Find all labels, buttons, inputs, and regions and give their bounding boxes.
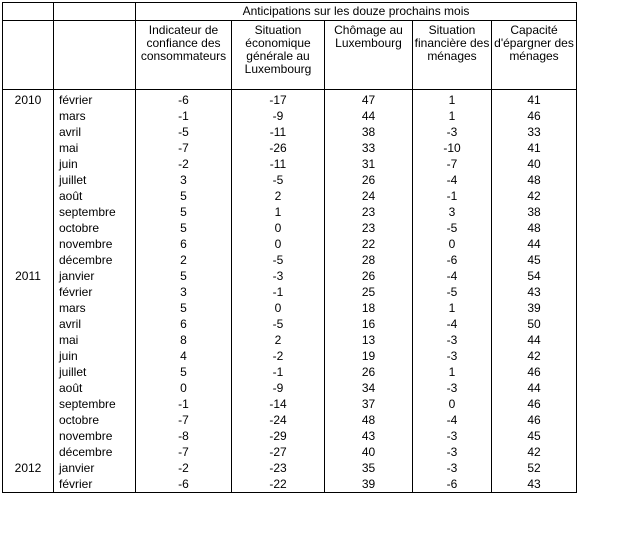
value-cell: 34	[325, 380, 413, 396]
value-cell: -4	[413, 316, 492, 332]
value-cell: 38	[492, 204, 577, 220]
value-cell: 23	[325, 204, 413, 220]
value-cell: 33	[492, 124, 577, 140]
value-cell: -26	[232, 140, 325, 156]
table-row	[3, 220, 577, 236]
value-cell: 42	[492, 348, 577, 364]
value-cell: -7	[136, 412, 232, 428]
value-cell: 6	[136, 316, 232, 332]
table-row	[3, 284, 577, 300]
value-cell: 26	[325, 364, 413, 380]
value-cell: 5	[136, 300, 232, 316]
month-cell: septembre	[54, 396, 136, 412]
value-cell: 3	[413, 204, 492, 220]
year-cell: 2010	[3, 90, 54, 109]
year-cell	[3, 188, 54, 204]
year-cell	[3, 396, 54, 412]
column-header-unemployment: Chômage au Luxembourg	[325, 21, 413, 90]
value-cell: -7	[136, 140, 232, 156]
month-cell: octobre	[54, 220, 136, 236]
value-cell: 16	[325, 316, 413, 332]
table-row	[3, 412, 577, 428]
value-cell: 54	[492, 268, 577, 284]
value-cell: -3	[413, 332, 492, 348]
value-cell: 40	[325, 444, 413, 460]
value-cell: 0	[136, 380, 232, 396]
value-cell: 41	[492, 90, 577, 109]
table-row	[3, 460, 577, 476]
value-cell: -7	[413, 156, 492, 172]
value-cell: -11	[232, 124, 325, 140]
value-cell: -3	[413, 444, 492, 460]
value-cell: 19	[325, 348, 413, 364]
year-cell	[3, 236, 54, 252]
value-cell: -2	[136, 156, 232, 172]
year-cell	[3, 332, 54, 348]
column-header-economic-situation: Situation économique générale au Luxembourg	[232, 21, 325, 90]
month-cell: juillet	[54, 364, 136, 380]
value-cell: 5	[136, 188, 232, 204]
month-cell: janvier	[54, 460, 136, 476]
value-cell: 1	[413, 90, 492, 109]
header-cell-month-blank	[54, 21, 136, 90]
value-cell: -14	[232, 396, 325, 412]
value-cell: 2	[232, 332, 325, 348]
value-cell: 3	[136, 172, 232, 188]
value-cell: -1	[136, 108, 232, 124]
month-cell: novembre	[54, 428, 136, 444]
value-cell: -6	[413, 252, 492, 268]
value-cell: 1	[413, 300, 492, 316]
value-cell: -3	[413, 348, 492, 364]
value-cell: -6	[136, 476, 232, 493]
value-cell: -23	[232, 460, 325, 476]
year-cell	[3, 412, 54, 428]
month-cell: juin	[54, 348, 136, 364]
table-row	[3, 316, 577, 332]
year-cell: 2012	[3, 460, 54, 476]
header-row-group	[3, 3, 577, 21]
year-cell	[3, 172, 54, 188]
value-cell: 52	[492, 460, 577, 476]
value-cell: 0	[413, 396, 492, 412]
consumer-survey-table	[2, 2, 577, 493]
value-cell: 2	[136, 252, 232, 268]
year-cell	[3, 140, 54, 156]
value-cell: 0	[232, 300, 325, 316]
value-cell: 3	[136, 284, 232, 300]
table-row	[3, 172, 577, 188]
corner-cell-month	[54, 3, 136, 21]
year-cell	[3, 428, 54, 444]
value-cell: 40	[492, 156, 577, 172]
value-cell: -6	[413, 476, 492, 493]
value-cell: -7	[136, 444, 232, 460]
header-cell-year-blank	[3, 21, 54, 90]
value-cell: 0	[413, 236, 492, 252]
month-cell: février	[54, 476, 136, 493]
value-cell: 50	[492, 316, 577, 332]
month-cell: mai	[54, 332, 136, 348]
month-cell: septembre	[54, 204, 136, 220]
value-cell: -9	[232, 380, 325, 396]
table-row	[3, 90, 577, 109]
value-cell: 28	[325, 252, 413, 268]
value-cell: 5	[136, 364, 232, 380]
value-cell: -5	[413, 220, 492, 236]
month-cell: décembre	[54, 252, 136, 268]
table-row	[3, 236, 577, 252]
value-cell: 18	[325, 300, 413, 316]
value-cell: 8	[136, 332, 232, 348]
value-cell: -3	[413, 380, 492, 396]
value-cell: 26	[325, 268, 413, 284]
year-cell	[3, 252, 54, 268]
year-cell	[3, 300, 54, 316]
month-cell: décembre	[54, 444, 136, 460]
value-cell: 23	[325, 220, 413, 236]
value-cell: 26	[325, 172, 413, 188]
value-cell: 22	[325, 236, 413, 252]
value-cell: 43	[492, 476, 577, 493]
value-cell: -5	[136, 124, 232, 140]
month-cell: février	[54, 284, 136, 300]
table-row	[3, 124, 577, 140]
month-cell: avril	[54, 316, 136, 332]
value-cell: -4	[413, 412, 492, 428]
value-cell: -5	[232, 172, 325, 188]
year-cell	[3, 348, 54, 364]
table-row	[3, 204, 577, 220]
value-cell: -8	[136, 428, 232, 444]
value-cell: 0	[232, 220, 325, 236]
value-cell: -24	[232, 412, 325, 428]
value-cell: -9	[232, 108, 325, 124]
value-cell: -17	[232, 90, 325, 109]
year-cell	[3, 380, 54, 396]
value-cell: 5	[136, 268, 232, 284]
value-cell: -22	[232, 476, 325, 493]
value-cell: 5	[136, 220, 232, 236]
table-row	[3, 364, 577, 380]
value-cell: 35	[325, 460, 413, 476]
value-cell: 39	[492, 300, 577, 316]
value-cell: 48	[492, 220, 577, 236]
table-row	[3, 156, 577, 172]
month-cell: octobre	[54, 412, 136, 428]
year-cell	[3, 284, 54, 300]
value-cell: 46	[492, 108, 577, 124]
year-cell	[3, 316, 54, 332]
value-cell: -2	[232, 348, 325, 364]
value-cell: 25	[325, 284, 413, 300]
value-cell: 42	[492, 444, 577, 460]
year-cell	[3, 220, 54, 236]
month-cell: février	[54, 90, 136, 109]
value-cell: -4	[413, 172, 492, 188]
table-row	[3, 396, 577, 412]
year-cell	[3, 444, 54, 460]
value-cell: 39	[325, 476, 413, 493]
value-cell: 13	[325, 332, 413, 348]
value-cell: -1	[232, 364, 325, 380]
value-cell: 42	[492, 188, 577, 204]
value-cell: -5	[413, 284, 492, 300]
month-cell: juillet	[54, 172, 136, 188]
value-cell: -27	[232, 444, 325, 460]
month-cell: mai	[54, 140, 136, 156]
value-cell: 1	[413, 108, 492, 124]
year-cell	[3, 108, 54, 124]
table-row	[3, 380, 577, 396]
table-row	[3, 428, 577, 444]
value-cell: -29	[232, 428, 325, 444]
value-cell: -6	[136, 90, 232, 109]
value-cell: 41	[492, 140, 577, 156]
value-cell: -4	[413, 268, 492, 284]
value-cell: 4	[136, 348, 232, 364]
value-cell: 46	[492, 396, 577, 412]
value-cell: -2	[136, 460, 232, 476]
month-cell: août	[54, 380, 136, 396]
year-cell	[3, 364, 54, 380]
value-cell: -1	[136, 396, 232, 412]
value-cell: 24	[325, 188, 413, 204]
table-row	[3, 332, 577, 348]
value-cell: 44	[492, 380, 577, 396]
month-cell: avril	[54, 124, 136, 140]
year-cell	[3, 124, 54, 140]
value-cell: 46	[492, 412, 577, 428]
value-cell: 47	[325, 90, 413, 109]
corner-cell-year	[3, 3, 54, 21]
month-cell: novembre	[54, 236, 136, 252]
value-cell: 6	[136, 236, 232, 252]
value-cell: 46	[492, 364, 577, 380]
value-cell: 48	[492, 172, 577, 188]
value-cell: -11	[232, 156, 325, 172]
header-row-columns	[3, 21, 577, 90]
year-cell	[3, 156, 54, 172]
month-cell: août	[54, 188, 136, 204]
table-row	[3, 476, 577, 493]
value-cell: 31	[325, 156, 413, 172]
year-cell: 2011	[3, 268, 54, 284]
year-cell	[3, 476, 54, 493]
value-cell: 0	[232, 236, 325, 252]
column-header-confidence-indicator: Indicateur de confiance des consommateurs	[136, 21, 232, 90]
value-cell: 44	[325, 108, 413, 124]
value-cell: 5	[136, 204, 232, 220]
table-row	[3, 348, 577, 364]
column-header-saving-capacity: Capacité d'épargner des ménages	[492, 21, 577, 90]
value-cell: -1	[232, 284, 325, 300]
value-cell: 45	[492, 252, 577, 268]
value-cell: -3	[413, 428, 492, 444]
month-cell: juin	[54, 156, 136, 172]
value-cell: -3	[232, 268, 325, 284]
month-cell: mars	[54, 108, 136, 124]
column-header-household-finances: Situation financière des ménages	[413, 21, 492, 90]
value-cell: -10	[413, 140, 492, 156]
table-row	[3, 140, 577, 156]
value-cell: 1	[232, 204, 325, 220]
value-cell: -5	[232, 252, 325, 268]
table-row	[3, 108, 577, 124]
value-cell: 45	[492, 428, 577, 444]
table-row	[3, 444, 577, 460]
value-cell: 37	[325, 396, 413, 412]
group-header: Anticipations sur les douze prochains mois	[136, 3, 577, 21]
value-cell: -3	[413, 124, 492, 140]
value-cell: 1	[413, 364, 492, 380]
month-cell: janvier	[54, 268, 136, 284]
value-cell: 43	[492, 284, 577, 300]
value-cell: -3	[413, 460, 492, 476]
value-cell: 43	[325, 428, 413, 444]
table-row	[3, 252, 577, 268]
table-row	[3, 188, 577, 204]
value-cell: -5	[232, 316, 325, 332]
year-cell	[3, 204, 54, 220]
month-cell: mars	[54, 300, 136, 316]
value-cell: 48	[325, 412, 413, 428]
value-cell: -1	[413, 188, 492, 204]
table-row	[3, 268, 577, 284]
value-cell: 38	[325, 124, 413, 140]
value-cell: 44	[492, 332, 577, 348]
value-cell: 44	[492, 236, 577, 252]
value-cell: 33	[325, 140, 413, 156]
table-row	[3, 300, 577, 316]
value-cell: 2	[232, 188, 325, 204]
